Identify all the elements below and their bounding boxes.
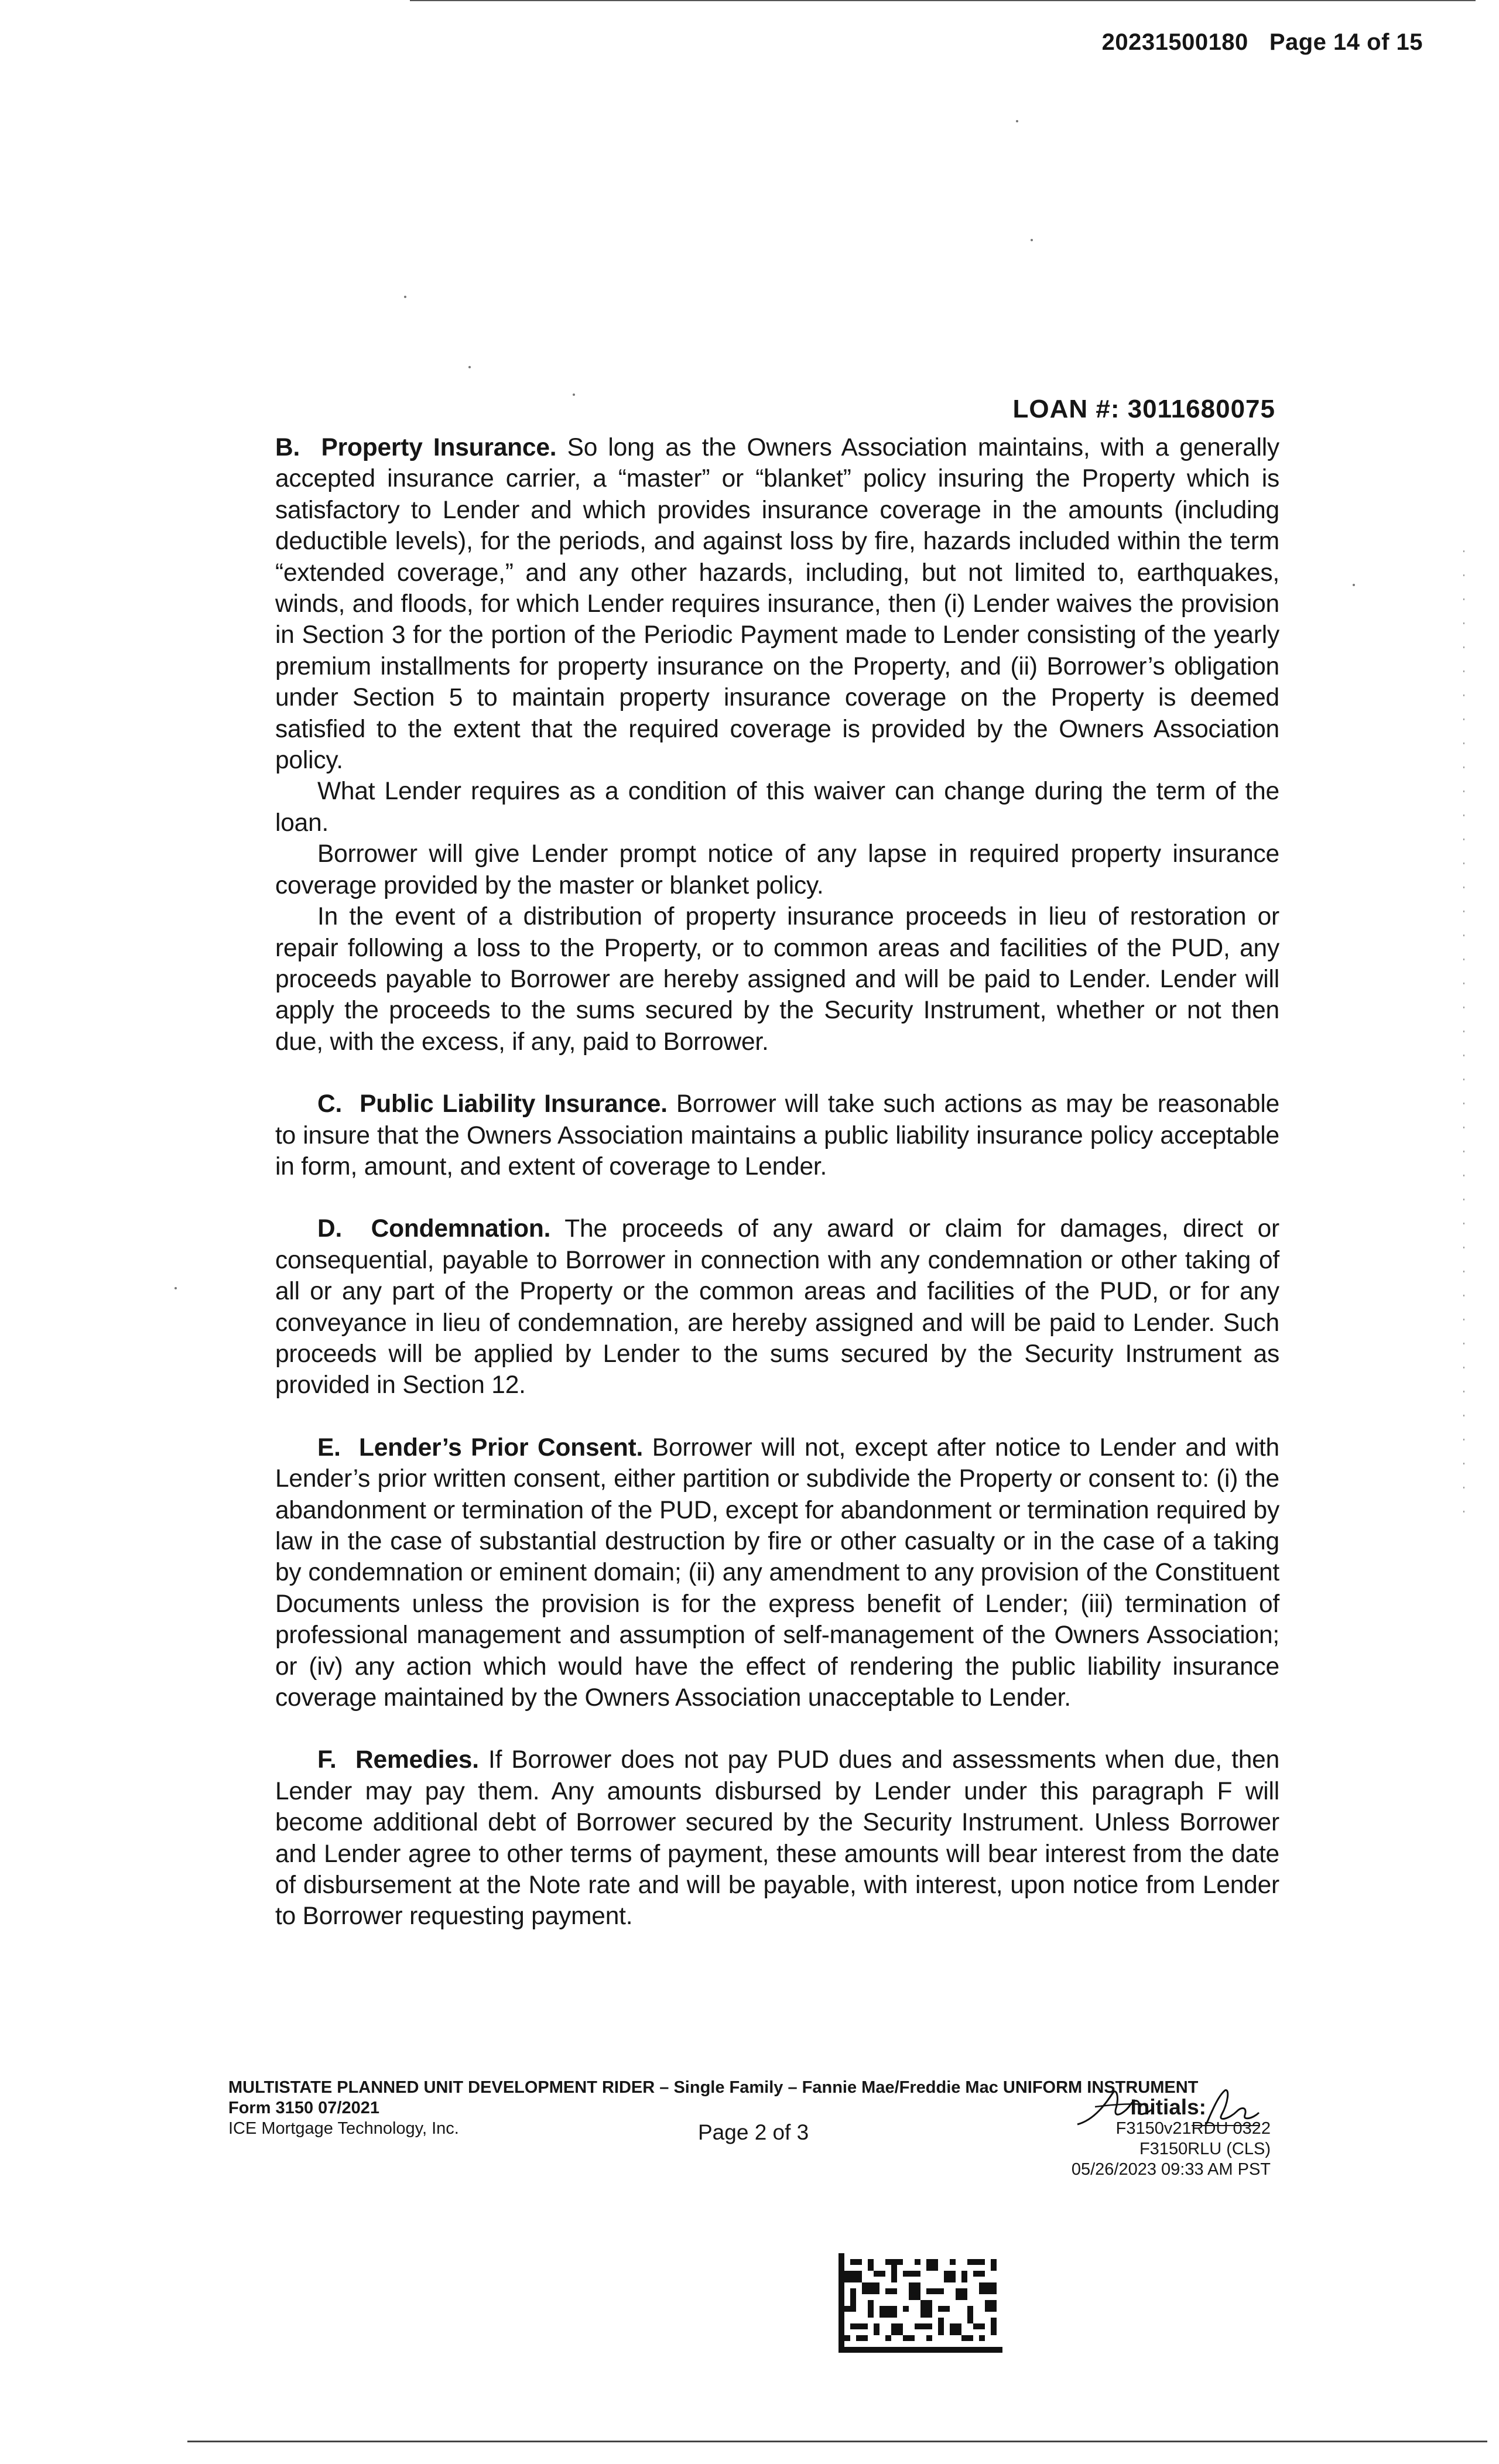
section-d-heading: D. Condemnation. [317,1215,551,1243]
form-title: MULTISTATE PLANNED UNIT DEVELOPMENT RIDER [228,2078,655,2097]
scan-speck [1016,120,1018,122]
scan-speck [174,1287,177,1289]
document-barcode [839,2253,1002,2353]
section-b-proceeds-paragraph: In the event of a distribution of property insurance proceeds in lieu of restoration or repair following a loss to the Property, or to common areas and facilities of the PUD, any proceeds payable to Borrower are hereby assigned and will be paid to Lender. Lender will apply the proceeds to the sums secured by the Security Instrument, whether or not then due, with the excess, if any, paid to Borrower. [275,903,1279,1056]
section-c-text: Borrower will take such actions as may be reasonable to insure that the Owners Association maintains a public liability insurance policy acceptable in form, amount, and extent of coverage to Lender. [275,1090,1280,1180]
form-code: F3150v21RDU 0322 [1115,2119,1271,2138]
rider-body [275,432,1279,1932]
section-d-text: The proceeds of any award or claim for damages, direct or consequential, payable to Borrower in connection with any condemnation or other taking of all or any part of the Property or the common areas and facilities of the PUD, or for any conveyance in lieu of condemnation, are hereby assigned and will be paid to Lender. Such proceeds will be applied by Lender to the sums secured by the Security Instrument as provided in Section 12. [275,1215,1279,1399]
form-subtitle: – Single Family – Fannie Mae/Freddie Mac UNIFORM INSTRUMENT [655,2078,1199,2097]
scan-speck [468,366,471,368]
section-f-heading: F. Remedies. [317,1746,479,1774]
section-c-paragraph [275,1089,1279,1182]
company-name: ICE Mortgage Technology, Inc. [228,2119,459,2138]
form-version-code: F3150RLU (CLS) [1139,2140,1271,2158]
scan-speck [1353,584,1355,586]
section-b-heading: B. Property Insurance. [275,434,557,461]
section-b-paragraph [275,432,1279,776]
section-e-heading: E. Lender’s Prior Consent. [317,1433,644,1462]
footer-code-row [228,2139,1271,2160]
section-f-paragraph [275,1744,1279,1932]
scan-edge-top [410,0,1476,1]
page-header [1102,29,1423,56]
print-timestamp: 05/26/2023 09:33 AM PST [1071,2160,1271,2179]
section-f-text: If Borrower does not pay PUD dues and assessments when due, then Lender may pay them. Any amounts disbursed by Lender under this paragraph F will become additional debt of Borrower secured by the Security Instrument. Unless Borrower and Lender agree to other terms of payment, these amounts will bear interest from the date of disbursement at the Note rate and will be payable, with interest, upon notice from Lender to Borrower requesting payment. [275,1746,1280,1931]
margin-scan-marks [1463,550,1465,1517]
footer-page-number: Page 2 of 3 [698,2120,809,2144]
scan-speck [1031,239,1033,241]
loan-number: LOAN #: 3011680075 [1012,395,1275,423]
section-d-paragraph [275,1213,1279,1401]
section-b-notice-paragraph: Borrower will give Lender prompt notice of any lapse in required property insurance coverage provided by the master or blanket policy. [275,840,1279,899]
section-e-text: Borrower will not, except after notice to Lender and with Lender’s prior written consent, either partition or subdivide the Property or consent to: (i) the abandonment or termination of the PUD, except for abandonment or termination required by law in the case of substantial destruction by fire or other casualty or in the case of a taking by condemnation or eminent domain; (ii) any amendment to any provision of the Constituent Documents unless the provision is for the express benefit of Lender; (iii) termination of professional management and assumption of self-management of the Owners Association; or (iv) any action which would have the effect of rendering the public liability insurance coverage maintained by the Owners Association unacceptable to Lender. [275,1433,1279,1712]
document-number: 20231500180 [1101,29,1248,55]
section-b-text: So long as the Owners Association maintains, with a generally accepted insurance carrier, a “master” or “blanket” policy insuring the Property which is satisfactory to Lender and which provides insurance coverage in the amounts (including deductible levels), for the periods, and against loss by fire, hazards included within the term “extended coverage,” and any other hazards, including, but not limited to, earthquakes, winds, and floods, for which Lender requires insurance, then (i) Lender waives the provision in Section 3 for the portion of the Periodic Payment made to Lender consisting of the yearly premium installments for property insurance on the Property, and (ii) Borrower’s obligation under Section 5 to maintain property insurance coverage on the Property is deemed satisfied to the extent that the required coverage is provided by the Owners Association policy. [275,434,1279,775]
section-c-heading: C. Public Liability Insurance. [317,1090,668,1118]
scan-speck [404,296,406,298]
initials-label: Initials: [1130,2095,1206,2119]
form-number: Form 3150 07/2021 [228,2099,379,2117]
footer-title-line [228,2078,1198,2098]
section-e-paragraph [275,1432,1279,1714]
scan-edge-bottom [187,2441,1487,2442]
page-counter: Page 14 of 15 [1269,29,1423,55]
section-b-waiver-paragraph: What Lender requires as a condition of this waiver can change during the term of the loan. [275,778,1279,837]
margin-scan-marks-graphic [1463,550,1465,1517]
scan-speck [573,393,575,396]
footer-timestamp-row [228,2160,1271,2180]
handwritten-initials-signature [1072,2079,1282,2131]
